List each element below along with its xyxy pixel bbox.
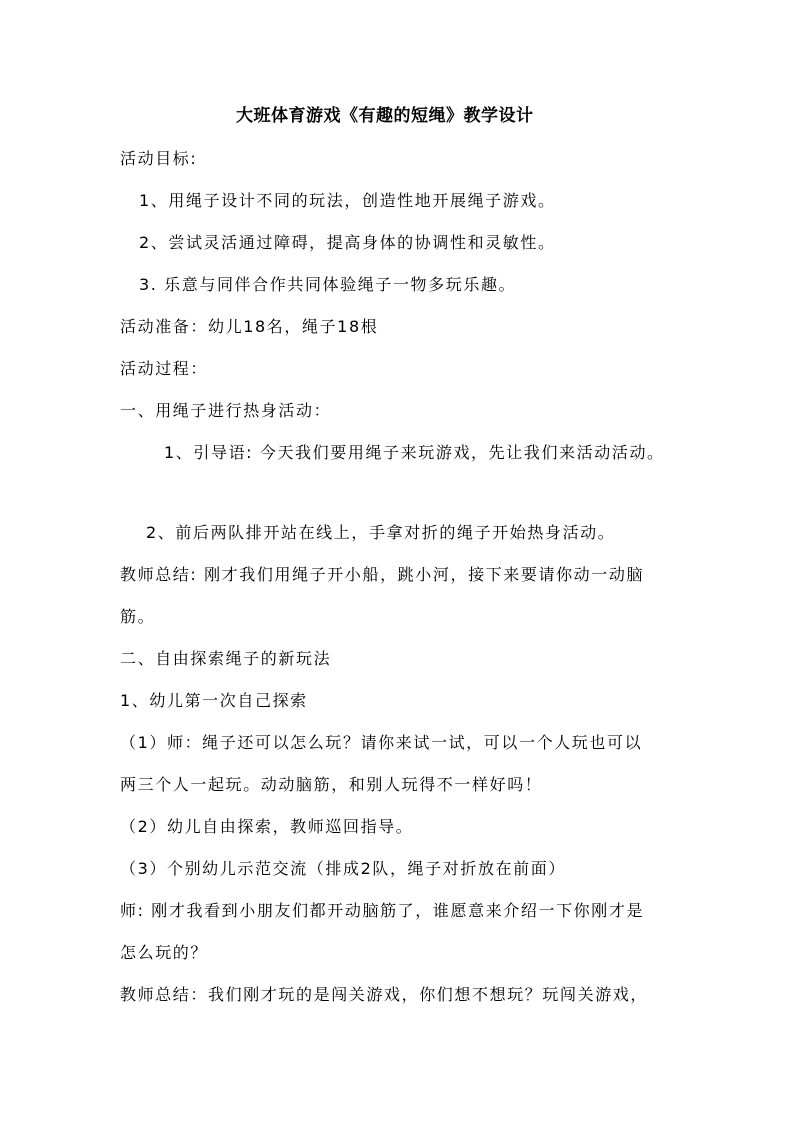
- sub-item-2: （2）幼儿自由探索，教师巡回指导。: [120, 817, 414, 836]
- preparation-line: 活动准备：幼儿18名，绳子18根: [120, 317, 379, 336]
- section-heading-objectives: 活动目标:: [120, 149, 198, 168]
- teacher-question-cont: 怎么玩的？: [120, 943, 209, 962]
- teacher-question: 师: 刚才我看到小朋友们都开动脑筋了，谁愿意来介绍一下你刚才是: [120, 901, 645, 920]
- paragraph-summary-1: 教师总结: 刚才我们用绳子开小船，跳小河，接下来要请你动一动脑: [120, 565, 645, 584]
- document-title: 大班体育游戏《有趣的短绳》教学设计: [236, 106, 534, 126]
- sub-item-1: （1）师：绳子还可以怎么玩？请你来试一试，可以一个人玩也可以: [120, 733, 643, 752]
- sub-item-1-cont: 两三个人一起玩。动动脑筋，和别人玩得不一样好吗！: [120, 775, 543, 794]
- step-heading-1: 一、用绳子进行热身活动：: [120, 401, 332, 420]
- step-heading-2: 二、自由探索绳子的新玩法: [120, 649, 332, 668]
- objective-item-1: 1、用绳子设计不同的玩法，创造性地开展绳子游戏。: [139, 191, 556, 210]
- objective-item-3: 3. 乐意与同伴合作共同体验绳子一物多玩乐趣。: [139, 275, 517, 294]
- paragraph-summary-1-cont: 筋。: [120, 607, 156, 626]
- sub-item-3: （3）个别幼儿示范交流（排成2队，绳子对折放在前面）: [120, 859, 566, 878]
- objective-item-2: 2、尝试灵活通过障碍，提高身体的协调性和灵敏性。: [139, 233, 556, 252]
- sub-step-1: 1、幼儿第一次自己探索: [120, 691, 308, 710]
- paragraph-warmup: 2、前后两队排开站在线上，手拿对折的绳子开始热身活动。: [146, 523, 616, 542]
- paragraph-summary-2: 教师总结：我们刚才玩的是闯关游戏，你们想不想玩？玩闯关游戏，: [120, 985, 649, 1004]
- paragraph-intro: 1、引导语: 今天我们要用绳子来玩游戏，先让我们来活动活动。: [164, 443, 665, 462]
- section-heading-process: 活动过程：: [120, 359, 209, 378]
